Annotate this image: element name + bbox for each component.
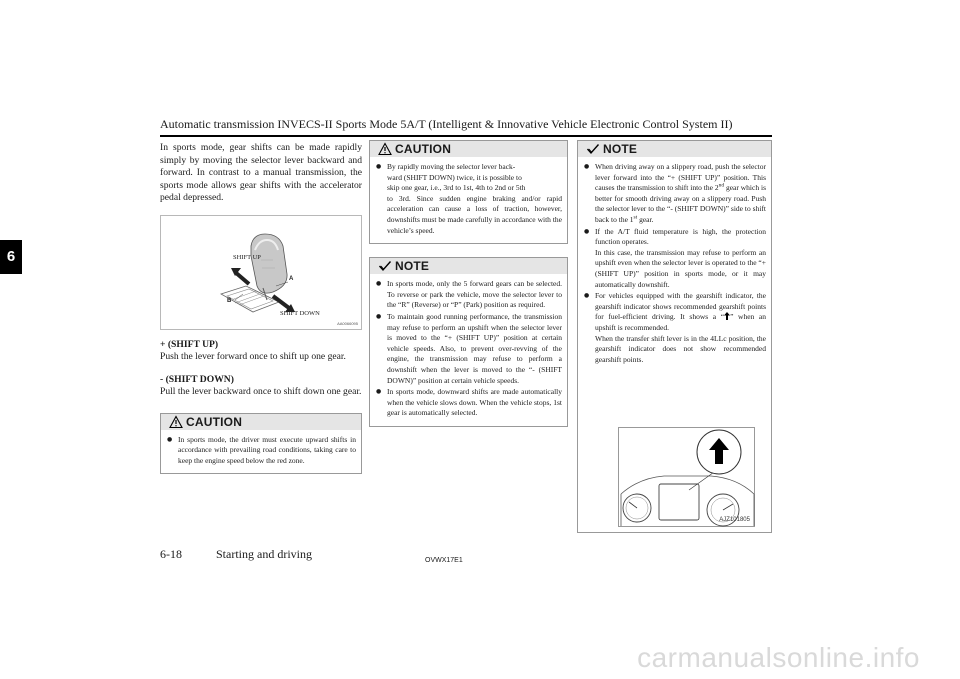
chapter-tab: 6 xyxy=(0,240,22,274)
callout-b: B xyxy=(227,297,232,304)
shift-down-label: SHIFT DOWN xyxy=(280,309,320,317)
checkmark-icon xyxy=(378,259,392,273)
figure-code: AJZ101805 xyxy=(719,517,750,523)
bullet-icon: ● xyxy=(584,227,590,235)
caution-box-left xyxy=(160,413,362,475)
shift-up-label: SHIFT UP xyxy=(233,253,261,261)
bullet-icon: ● xyxy=(376,312,382,320)
shift-lever-illustration xyxy=(161,216,363,331)
watermark: carmanualsonline.info xyxy=(637,642,920,673)
list-item: ● For vehicles equipped with the gearshift indicator, the gearshift indicator shows recommended gearshift points for fuel-efficient driving. It shows a “ ” when an upshift is recommended. When the transfer shift lever is in the 4LLc position, the gearshift indicator does not show recommended gearshift points. xyxy=(584,291,766,364)
shift-up-text: Push the lever forward once to shift up one gear. xyxy=(160,350,346,362)
note-box-right xyxy=(577,140,772,533)
shift-down-text: Pull the lever backward once to shift down one gear. xyxy=(160,386,362,397)
list-item: ● In sports mode, downward shifts are made automatically when the vehicle slows down. When the vehicle stops, 1st gear is automatically selected. xyxy=(376,387,562,418)
note-title: NOTE xyxy=(395,259,430,274)
instrument-cluster-illustration xyxy=(619,428,756,528)
column-right xyxy=(577,140,772,533)
shift-down-heading: - (SHIFT DOWN) xyxy=(160,374,234,385)
note-header xyxy=(370,258,567,274)
shift-up-heading: + (SHIFT UP) xyxy=(160,338,219,350)
header-rule xyxy=(160,135,772,137)
list-item: ● To maintain good running performance, the transmission may refuse to perform an upshift when the selector lever is moved to the “+ (SHIFT UP)” position at certain vehicle speeds. Also, to prevent over-revving of the engine, the transmission may refuse to perform a downshift when the lever is moved to the “- (SHIFT DOWN)” position at certain vehicle speeds. xyxy=(376,311,562,385)
list-item: ● If the A/T fluid temperature is high, the protection function operates. In this case, the transmission may refuse to perform an upshift even when the selector lever is operated to the “+ (SHIFT UP)” position in sports mode, or it may automatically downshift. xyxy=(584,226,766,289)
checkmark-icon xyxy=(586,142,600,156)
gearshift-indicator-figure xyxy=(618,427,755,527)
warning-triangle-icon xyxy=(378,142,392,156)
caution-body xyxy=(161,430,361,474)
shift-instructions xyxy=(160,338,362,399)
caution-box-middle xyxy=(369,140,568,244)
callout-a: A xyxy=(289,275,294,282)
document-code: OVWX17E1 xyxy=(425,557,463,564)
shift-lever-figure xyxy=(160,215,362,330)
warning-triangle-icon xyxy=(169,415,183,429)
bullet-icon: ● xyxy=(376,163,382,170)
bullet-icon: ● xyxy=(376,280,382,288)
list-item: ● In sports mode, only the 5 forward gears can be selected. To reverse or park the vehicle, move the selector lever to the “R” (Reverse) or “P” (Park) position as required. xyxy=(376,279,562,310)
note-title: NOTE xyxy=(603,142,638,156)
bullet-icon: ● xyxy=(167,435,173,443)
page-number: 6-18 xyxy=(160,547,182,561)
note-body xyxy=(578,157,771,372)
list-item: ● In sports mode, the driver must execute upward shifts in accordance with prevailing road conditions, taking care to keep the engine speed below the red zone. xyxy=(167,434,356,465)
figure-code: AA0066095 xyxy=(337,320,358,326)
bullet-icon: ● xyxy=(584,292,590,300)
page-header-title: Automatic transmission INVECS-II Sports Mode 5A/T (Intelligent & Innovative Vehicle Electronic Control System II) xyxy=(160,117,733,131)
note-box-middle xyxy=(369,257,568,427)
list-item: ● By rapidly moving the selector lever back- ward (SHIFT DOWN) twice, it is possible to skip one gear, i.e., 3rd to 1st, 4th to 2nd or 5th to 3rd. Since sudden engine braking and/or rapid acceleration can cause a loss of traction, however, downshifts must be made carefully in accordance with the vehicle’s speed. xyxy=(376,162,562,235)
caution-body xyxy=(370,157,567,243)
caution-header xyxy=(370,141,567,157)
section-title: Starting and driving xyxy=(216,547,312,561)
bullet-icon: ● xyxy=(584,163,590,170)
note-header xyxy=(578,141,771,157)
caution-title: CAUTION xyxy=(395,142,452,156)
bullet-icon: ● xyxy=(376,388,382,396)
note-body xyxy=(370,274,567,426)
caution-header xyxy=(161,414,361,430)
column-left xyxy=(160,142,362,474)
caution-title: CAUTION xyxy=(186,414,243,429)
column-middle xyxy=(369,140,568,427)
intro-paragraph: In sports mode, gear shifts can be made rapidly simply by moving the selector lever backward and forward. In contrast to a manual transmission, the sports mode allows gear shifts with the accelerator pedal depressed. xyxy=(160,142,362,203)
list-item: ● When driving away on a slippery road, push the selector lever forward into the “+ (SHIFT UP)” position. This causes the transmission to shift into the 2nd gear which is better for smooth driving away on a slippery road. Push the selector lever to the “- (SHIFT DOWN)” side to shift back to the 1st gear. xyxy=(584,162,766,224)
